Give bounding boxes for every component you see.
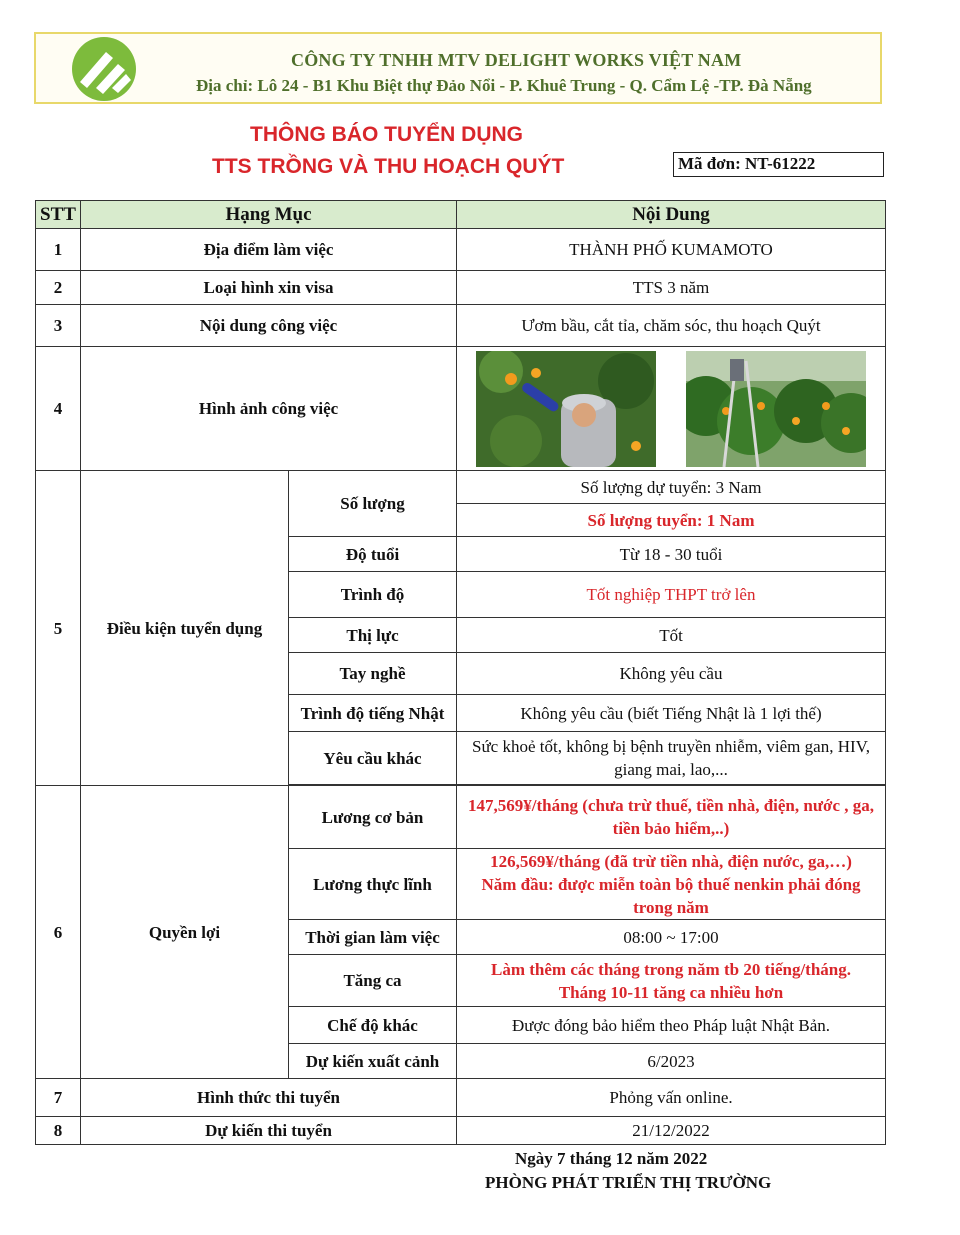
sub-label: Tăng ca (289, 955, 457, 1007)
table-row (36, 271, 886, 305)
sub-label: Số lượng (289, 471, 457, 537)
sub-value: Được đóng bảo hiểm theo Pháp luật Nhật Bản. (457, 1007, 886, 1044)
row-label: Hình thức thi tuyển (81, 1079, 457, 1117)
row-value: Ươm bầu, cắt tỉa, chăm sóc, thu hoạch Quýt (457, 305, 886, 347)
net-salary-text: 126,569¥/tháng (đã trừ tiền nhà, điện nước, ga,…) (490, 851, 852, 871)
company-address: Địa chỉ: Lô 24 - B1 Khu Biệt thự Đảo Nổi - P. Khuê Trung - Q. Cẩm Lệ -TP. Đà Nẵng (196, 76, 812, 95)
row-number: 8 (36, 1117, 81, 1145)
department-name: PHÒNG PHÁT TRIỂN THỊ TRƯỜNG (485, 1173, 772, 1192)
table-row (36, 1079, 886, 1117)
company-logo-icon (66, 36, 142, 102)
notice-subtitle: TTS TRỒNG VÀ THU HOẠCH QUÝT (212, 155, 565, 178)
sub-value: 147,569¥/tháng (chưa trừ thuế, tiền nhà, điện, nước , ga, tiền bảo hiểm,..) (457, 786, 886, 849)
sub-label: Chế độ khác (289, 1007, 457, 1044)
sub-value: Số lượng tuyển: 1 Nam (457, 504, 886, 537)
sub-value: 08:00 ~ 17:00 (457, 920, 886, 955)
sub-value (457, 849, 886, 920)
overtime-text: Làm thêm các tháng trong năm tb 20 tiếng/tháng. (491, 959, 851, 979)
header-category: Hạng Mục (81, 201, 457, 229)
table-row (36, 305, 886, 347)
sub-label: Trình độ (289, 572, 457, 618)
sub-value (457, 955, 886, 1007)
row-number: 2 (36, 271, 81, 305)
row-number: 3 (36, 305, 81, 347)
table-row (36, 229, 886, 271)
row-number: 6 (36, 786, 81, 1079)
row-label: Hình ảnh công việc (81, 347, 457, 471)
overtime-peak-text: Tháng 10-11 tăng ca nhiều hơn (558, 982, 784, 1002)
worker-picking-photo (476, 351, 656, 467)
sub-label: Tay nghề (289, 653, 457, 695)
row-label: Dự kiến thi tuyển (81, 1117, 457, 1145)
company-name: CÔNG TY TNHH MTV DELIGHT WORKS VIỆT NAM (291, 50, 742, 70)
row-label: Địa điểm làm việc (81, 229, 457, 271)
row-label: Điều kiện tuyển dụng (81, 471, 289, 786)
row-label: Loại hình xin visa (81, 271, 457, 305)
header-stt: STT (36, 201, 81, 229)
recruitment-table (35, 200, 886, 1145)
sub-label: Yêu cầu khác (289, 732, 457, 785)
tax-exemption-text: Năm đầu: được miễn toàn bộ thuế nenkin phải đóng trong năm (481, 874, 861, 917)
notice-title: THÔNG BÁO TUYỂN DỤNG (250, 123, 523, 146)
row-label: Quyền lợi (81, 786, 289, 1079)
row-number: 7 (36, 1079, 81, 1117)
sub-label: Thời gian làm việc (289, 920, 457, 955)
sub-value: Sức khoẻ tốt, không bị bệnh truyền nhiễm, viêm gan, HIV, giang mai, lao,... (457, 732, 886, 785)
row-value: Phỏng vấn online. (457, 1079, 886, 1117)
order-code: Mã đơn: NT-61222 (673, 152, 884, 177)
notice-date: Ngày 7 tháng 12 năm 2022 (515, 1149, 708, 1168)
sub-label: Độ tuổi (289, 537, 457, 572)
sub-value: Tốt (457, 618, 886, 653)
row-number: 4 (36, 347, 81, 471)
row-number: 1 (36, 229, 81, 271)
orchard-ladder-photo (686, 351, 866, 467)
sub-value: Số lượng dự tuyển: 3 Nam (457, 471, 886, 504)
sub-label: Dự kiến xuất cảnh (289, 1044, 457, 1079)
sub-label: Thị lực (289, 618, 457, 653)
header-content: Nội Dung (457, 201, 886, 229)
table-row (36, 786, 886, 849)
row-number: 5 (36, 471, 81, 786)
table-row (36, 471, 886, 504)
sub-label: Lương thực lĩnh (289, 849, 457, 920)
company-header (34, 32, 882, 104)
sub-label: Lương cơ bản (289, 786, 457, 849)
table-row (36, 1117, 886, 1145)
row-value: TTS 3 năm (457, 271, 886, 305)
table-row (36, 347, 886, 471)
table-header-row (36, 201, 886, 229)
sub-value: Từ 18 - 30 tuổi (457, 537, 886, 572)
row-value: 21/12/2022 (457, 1117, 886, 1145)
sub-value: Không yêu cầu (457, 653, 886, 695)
sub-value: Không yêu cầu (biết Tiếng Nhật là 1 lợi thế) (457, 695, 886, 732)
sub-label: Trình độ tiếng Nhật (289, 695, 457, 732)
work-photos (457, 347, 886, 471)
sub-value: Tốt nghiệp THPT trở lên (457, 572, 886, 618)
row-value: THÀNH PHỐ KUMAMOTO (457, 229, 886, 271)
row-label: Nội dung công việc (81, 305, 457, 347)
sub-value: 6/2023 (457, 1044, 886, 1079)
